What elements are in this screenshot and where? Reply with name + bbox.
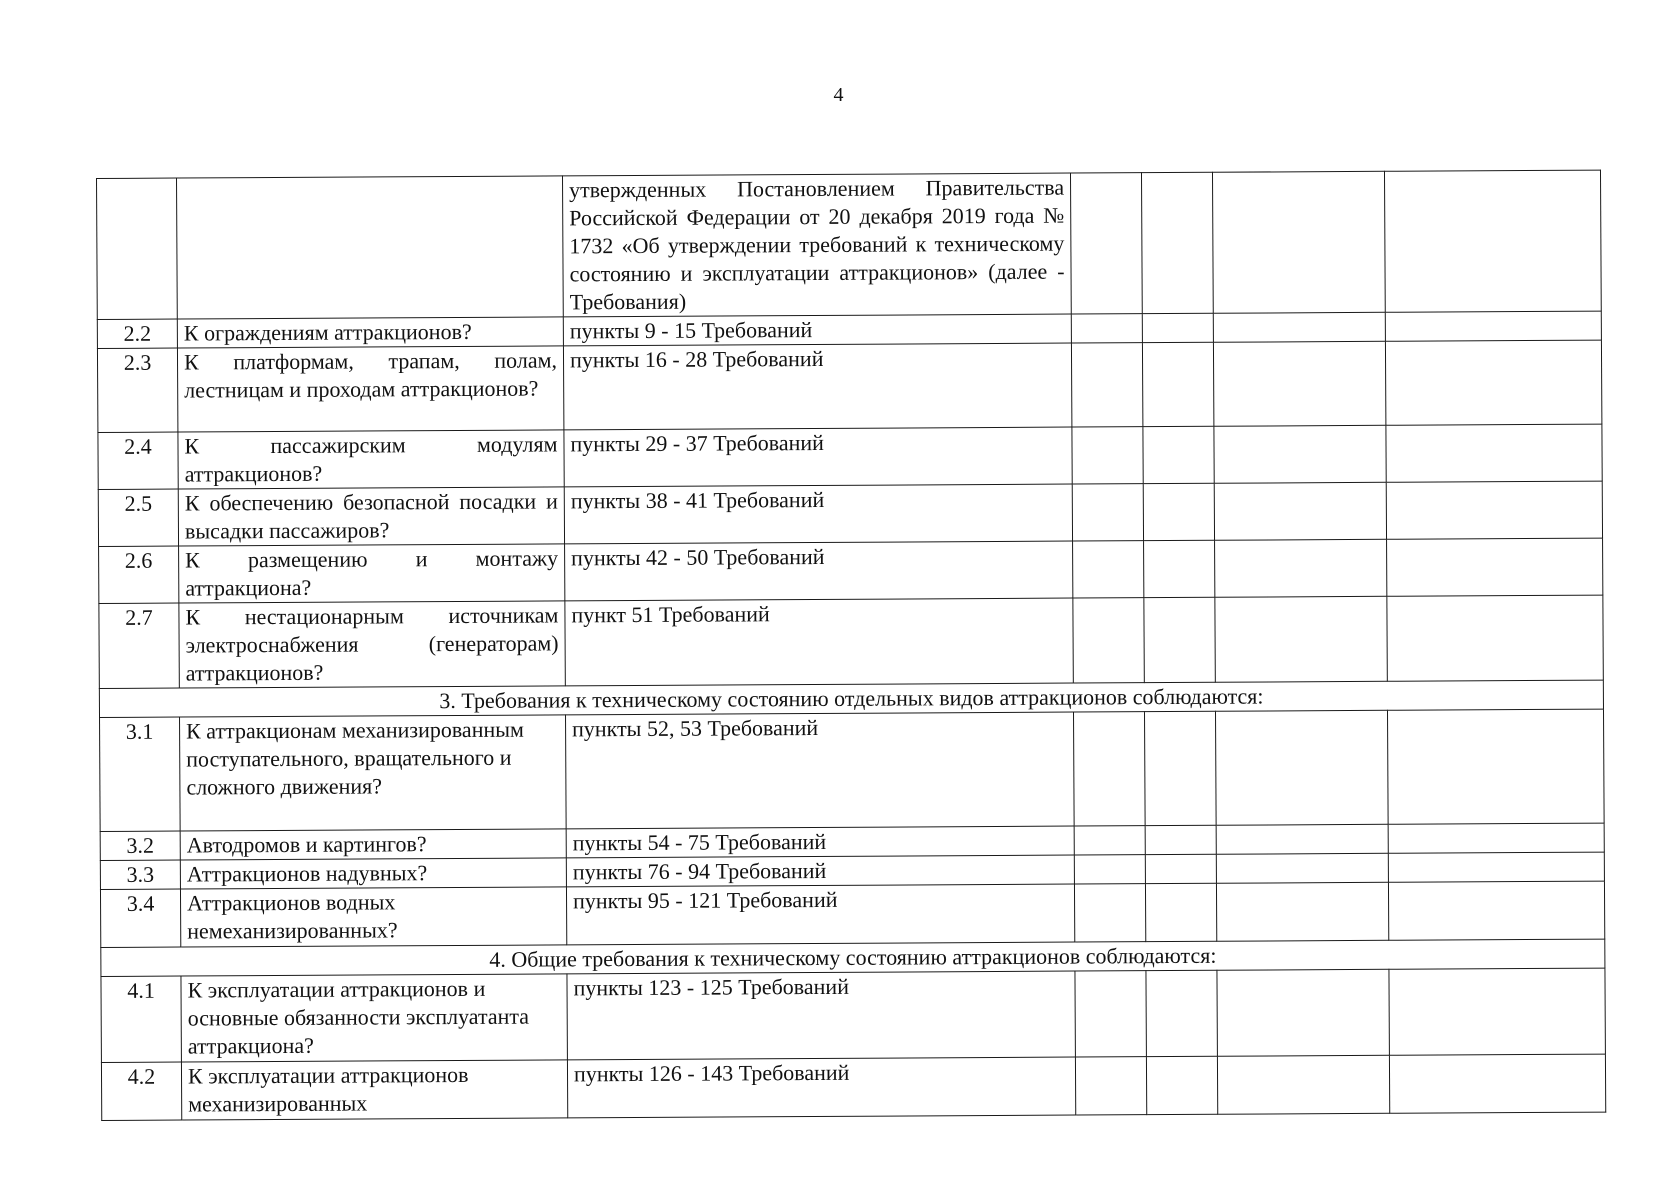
checklist-table (96, 170, 1606, 1121)
answer-no-cell (1146, 1056, 1217, 1114)
item-reference: пункт 51 Требований (565, 598, 1073, 686)
item-reference: пункты 126 - 143 Требований (567, 1057, 1075, 1118)
item-number: 3.4 (100, 889, 180, 947)
item-number: 2.3 (97, 348, 177, 432)
table-row (99, 538, 1603, 603)
note-cell (1389, 968, 1605, 1055)
answer-yes-cell (1073, 598, 1144, 683)
table-row (97, 340, 1601, 432)
answer-no-cell (1142, 313, 1213, 342)
answer-yes-cell (1074, 855, 1145, 884)
item-reference: пункты 123 - 125 Требований (567, 971, 1075, 1060)
item-question: К эксплуатации аттракционов механизированных (181, 1060, 567, 1120)
answer-yes-cell (1072, 484, 1143, 541)
answer-no-cell (1144, 540, 1215, 597)
answer-yes-cell (1075, 971, 1146, 1057)
answer-na-cell (1213, 312, 1385, 342)
item-number: 2.4 (98, 432, 178, 489)
item-number: 2.6 (99, 546, 179, 603)
answer-na-cell (1214, 425, 1386, 483)
answer-yes-cell (1071, 314, 1142, 343)
item-reference: утвержденных Постановлением Правительства Российской Федерации от 20 декабря 2019 года № 1732 «Об утверждении требований к техническому состоянию и эксплуатации аттракционов» (далее - Требования) (562, 173, 1071, 317)
item-number: 2.7 (99, 603, 179, 688)
answer-yes-cell (1073, 541, 1144, 598)
answer-na-cell (1215, 539, 1387, 597)
note-cell (1386, 481, 1602, 539)
answer-na-cell (1217, 1055, 1389, 1114)
answer-yes-cell (1074, 826, 1145, 855)
note-cell (1386, 424, 1602, 482)
item-reference: пункты 38 - 41 Требований (564, 484, 1072, 544)
answer-no-cell (1145, 825, 1216, 854)
answer-no-cell (1145, 854, 1216, 883)
item-reference: пункты 54 - 75 Требований (566, 826, 1074, 858)
note-cell (1388, 852, 1604, 882)
table-row (98, 481, 1602, 546)
item-reference: пункты 29 - 37 Требований (564, 427, 1072, 487)
item-reference: пункты 9 - 15 Требований (563, 314, 1071, 346)
item-question: Аттракционов надувных? (180, 858, 566, 889)
table-row (99, 595, 1603, 688)
note-cell (1389, 1054, 1605, 1113)
item-number: 2.2 (97, 319, 177, 348)
table-row (101, 1054, 1605, 1120)
answer-na-cell (1215, 596, 1387, 682)
table-row (100, 709, 1605, 831)
item-reference: пункты 76 - 94 Требований (566, 855, 1074, 887)
item-reference: пункты 16 - 28 Требований (563, 343, 1071, 430)
answer-no-cell (1144, 711, 1216, 825)
section-title: 4. Общие требования к техническому состоянию аттракционов соблюдаются: (101, 939, 1605, 976)
item-number: 4.2 (101, 1062, 181, 1120)
answer-na-cell (1216, 882, 1388, 941)
answer-na-cell (1217, 969, 1389, 1056)
table-row (98, 424, 1602, 489)
answer-yes-cell (1074, 884, 1145, 942)
answer-na-cell (1213, 341, 1385, 426)
answer-na-cell (1215, 710, 1388, 825)
answer-yes-cell (1071, 343, 1142, 427)
item-question: К платформам, трапам, полам, лестницам и проходам аттракционов? (177, 346, 563, 432)
answer-na-cell (1216, 824, 1388, 854)
item-question: Аттракционов водных немеханизированных? (180, 887, 566, 947)
item-question (177, 176, 564, 319)
answer-no-cell (1141, 172, 1213, 313)
answer-no-cell (1145, 883, 1216, 941)
page-number: 4 (833, 84, 844, 106)
item-number (97, 178, 178, 319)
note-cell (1388, 881, 1604, 940)
item-number: 3.2 (100, 831, 180, 860)
item-number: 4.1 (101, 976, 181, 1062)
note-cell (1387, 595, 1603, 681)
answer-yes-cell (1072, 427, 1143, 484)
answer-no-cell (1143, 426, 1214, 483)
answer-yes-cell (1075, 1057, 1146, 1115)
item-question: Автодромов и картингов? (180, 829, 566, 860)
answer-no-cell (1143, 483, 1214, 540)
item-number: 3.1 (100, 717, 181, 831)
answer-no-cell (1146, 970, 1217, 1056)
item-question: К нестационарным источникам электроснабжения (генераторам) аттракционов? (179, 601, 565, 688)
answer-na-cell (1212, 171, 1385, 313)
note-cell (1388, 823, 1604, 853)
table-row (97, 170, 1602, 319)
note-cell (1384, 170, 1601, 312)
answer-yes-cell (1070, 173, 1142, 314)
answer-na-cell (1216, 853, 1388, 883)
item-question: К обеспечению безопасной посадки и высадки пассажиров? (178, 487, 564, 546)
note-cell (1385, 311, 1601, 341)
table-row (100, 881, 1604, 947)
answer-no-cell (1144, 597, 1215, 682)
item-reference: пункты 95 - 121 Требований (566, 884, 1074, 945)
item-question: К ограждениям аттракционов? (177, 317, 563, 348)
answer-na-cell (1214, 482, 1386, 540)
item-number: 3.3 (100, 860, 180, 889)
note-cell (1387, 709, 1604, 824)
item-question: К пассажирским модулям аттракционов? (178, 430, 564, 489)
item-number: 2.5 (98, 489, 178, 546)
section-title: 3. Требования к техническому состоянию отдельных видов аттракционов соблюдаются: (99, 680, 1603, 717)
item-reference: пункты 52, 53 Требований (566, 712, 1075, 829)
answer-yes-cell (1073, 712, 1145, 826)
item-question: К эксплуатации аттракционов и основные обязанности эксплуатанта аттракциона? (181, 974, 567, 1062)
item-reference: пункты 42 - 50 Требований (565, 541, 1073, 601)
note-cell (1385, 340, 1601, 425)
answer-no-cell (1142, 342, 1213, 426)
table-row (101, 968, 1605, 1062)
item-question: К аттракционам механизированным поступательного, вращательного и сложного движения? (180, 715, 567, 831)
item-question: К размещению и монтажу аттракциона? (179, 544, 565, 603)
note-cell (1387, 538, 1603, 596)
